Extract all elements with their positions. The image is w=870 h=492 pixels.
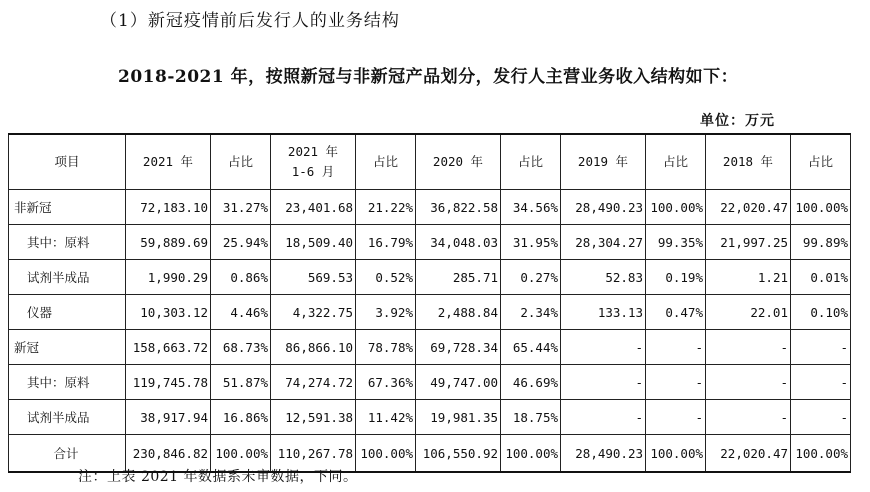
table-cell: 36,822.58 [416, 190, 501, 225]
table-cell: 31.95% [501, 225, 561, 260]
table-cell: 0.47% [646, 295, 706, 330]
column-header: 2020 年 [416, 134, 501, 190]
table-cell: 52.83 [561, 260, 646, 295]
table-cell: 100.00% [356, 435, 416, 473]
table-cell: 38,917.94 [126, 400, 211, 435]
unit-label: 单位：万元 [700, 113, 775, 129]
row-label: 非新冠 [9, 190, 126, 225]
table-cell: 100.00% [211, 435, 271, 473]
table-cell: 3.92% [356, 295, 416, 330]
table-cell: - [561, 330, 646, 365]
table-cell: 18,509.40 [271, 225, 356, 260]
table-cell: - [791, 400, 851, 435]
table-cell: - [561, 365, 646, 400]
revenue-structure-table [8, 133, 851, 473]
table-cell: - [646, 400, 706, 435]
table-cell: 119,745.78 [126, 365, 211, 400]
table-cell: 18.75% [501, 400, 561, 435]
table-cell: 65.44% [501, 330, 561, 365]
table-row [9, 295, 851, 330]
section-heading: （1）新冠疫情前后发行人的业务结构 [100, 11, 400, 31]
table-note: 注：上表 2021 年数据系未审数据，下同。 [78, 469, 358, 485]
row-label: 试剂半成品 [9, 260, 126, 295]
table-cell: 106,550.92 [416, 435, 501, 473]
row-label: 合计 [9, 435, 126, 473]
table-cell: 46.69% [501, 365, 561, 400]
table-cell: - [646, 365, 706, 400]
table-cell: - [706, 330, 791, 365]
table-cell: 22,020.47 [706, 435, 791, 473]
table-cell: 34,048.03 [416, 225, 501, 260]
table-cell: 100.00% [791, 190, 851, 225]
table-row [9, 190, 851, 225]
table-cell: 99.89% [791, 225, 851, 260]
table-cell: 49,747.00 [416, 365, 501, 400]
table-row [9, 225, 851, 260]
table-cell: 34.56% [501, 190, 561, 225]
table-cell: 100.00% [646, 435, 706, 473]
table-cell: - [706, 365, 791, 400]
table-cell: 19,981.35 [416, 400, 501, 435]
table-cell: 4.46% [211, 295, 271, 330]
table-cell: 2.34% [501, 295, 561, 330]
row-label: 新冠 [9, 330, 126, 365]
table-cell: 86,866.10 [271, 330, 356, 365]
table-cell: 28,490.23 [561, 435, 646, 473]
column-header: 占比 [501, 134, 561, 190]
table-cell: 25.94% [211, 225, 271, 260]
table-cell: 100.00% [646, 190, 706, 225]
table-header-row [9, 134, 851, 190]
table-cell: 133.13 [561, 295, 646, 330]
table-row [9, 260, 851, 295]
table-cell: 28,304.27 [561, 225, 646, 260]
table-cell: 110,267.78 [271, 435, 356, 473]
table-cell: 100.00% [791, 435, 851, 473]
table-cell: - [561, 400, 646, 435]
column-header: 2018 年 [706, 134, 791, 190]
table-cell: 0.27% [501, 260, 561, 295]
column-header: 占比 [356, 134, 416, 190]
table-cell: 230,846.82 [126, 435, 211, 473]
table-cell: 69,728.34 [416, 330, 501, 365]
table-cell: 31.27% [211, 190, 271, 225]
table-cell: 59,889.69 [126, 225, 211, 260]
table-cell: 0.52% [356, 260, 416, 295]
intro-text: 2018-2021 年，按照新冠与非新冠产品划分，发行人主营业务收入结构如下： [118, 67, 739, 87]
table-cell: 99.35% [646, 225, 706, 260]
table-cell: 285.71 [416, 260, 501, 295]
table-row [9, 330, 851, 365]
row-label: 其中：原料 [9, 225, 126, 260]
table-cell: 51.87% [211, 365, 271, 400]
table-cell: 72,183.10 [126, 190, 211, 225]
table-cell: - [791, 365, 851, 400]
table-cell: 16.79% [356, 225, 416, 260]
column-header: 项目 [9, 134, 126, 190]
table-cell: 67.36% [356, 365, 416, 400]
table-cell: 0.01% [791, 260, 851, 295]
table-cell: 22.01 [706, 295, 791, 330]
table-cell: 1.21 [706, 260, 791, 295]
table-cell: 28,490.23 [561, 190, 646, 225]
table-cell: 0.10% [791, 295, 851, 330]
column-header: 2019 年 [561, 134, 646, 190]
table-cell: 12,591.38 [271, 400, 356, 435]
column-header: 占比 [211, 134, 271, 190]
table-cell: 0.86% [211, 260, 271, 295]
table-row [9, 365, 851, 400]
table-cell: - [646, 330, 706, 365]
table-cell: 2,488.84 [416, 295, 501, 330]
row-label: 试剂半成品 [9, 400, 126, 435]
table-cell: 21.22% [356, 190, 416, 225]
column-header: 2021 年 [126, 134, 211, 190]
table-cell: 569.53 [271, 260, 356, 295]
table-row [9, 400, 851, 435]
table-cell: 22,020.47 [706, 190, 791, 225]
column-header: 占比 [791, 134, 851, 190]
table-cell: 10,303.12 [126, 295, 211, 330]
table-cell: - [706, 400, 791, 435]
table-cell: 78.78% [356, 330, 416, 365]
table-cell: 16.86% [211, 400, 271, 435]
table-cell: 11.42% [356, 400, 416, 435]
column-header: 2021 年 1-6 月 [271, 134, 356, 190]
table-cell: 23,401.68 [271, 190, 356, 225]
table-cell: - [791, 330, 851, 365]
table-cell: 68.73% [211, 330, 271, 365]
table-cell: 4,322.75 [271, 295, 356, 330]
row-label: 仪器 [9, 295, 126, 330]
table-cell: 74,274.72 [271, 365, 356, 400]
table-cell: 0.19% [646, 260, 706, 295]
table-cell: 21,997.25 [706, 225, 791, 260]
table-cell: 158,663.72 [126, 330, 211, 365]
row-label: 其中：原料 [9, 365, 126, 400]
table-cell: 100.00% [501, 435, 561, 473]
column-header: 占比 [646, 134, 706, 190]
table-cell: 1,990.29 [126, 260, 211, 295]
